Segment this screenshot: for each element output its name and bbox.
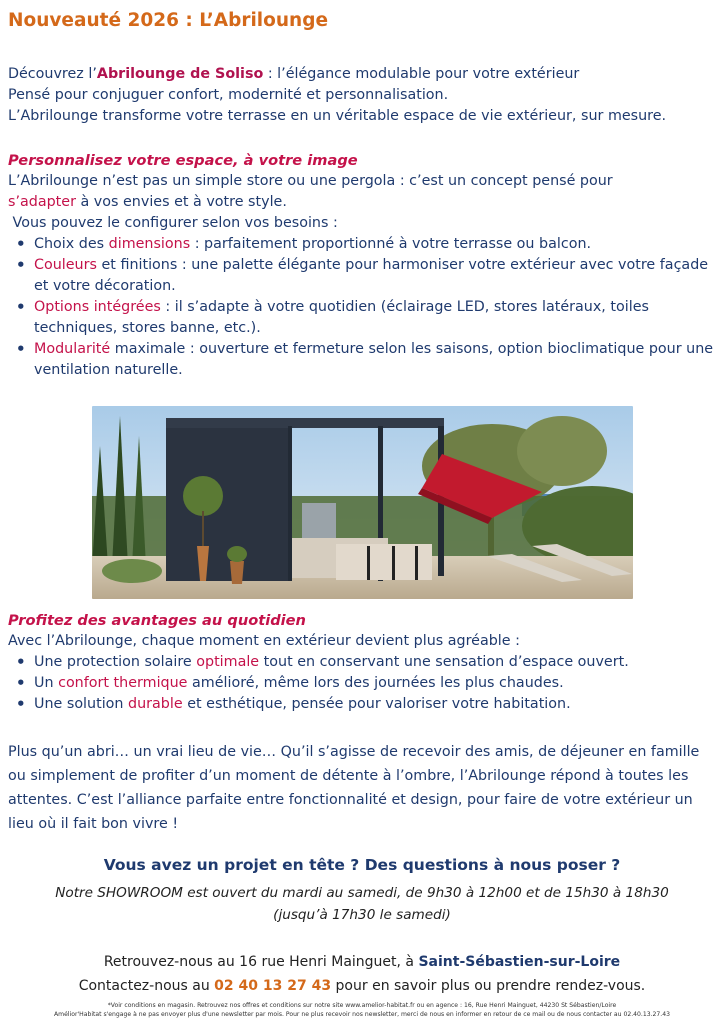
list-item: • Une solution durable et esthétique, pensée pour valoriser votre habitation. — [34, 694, 720, 715]
cta-heading: Vous avez un projet en tête ? Des questions à nous poser ? — [103, 856, 621, 874]
personalize-paragraph-3: Vous pouvez le configurer selon vos besoins : — [8, 215, 338, 231]
list-item: • Une protection solaire optimale tout en conservant une sensation d’espace ouvert. — [34, 652, 720, 673]
phone-link[interactable]: 02 40 13 27 43 — [214, 978, 332, 994]
personalize-section — [8, 150, 720, 381]
intro-section — [8, 64, 720, 127]
product-name: Abrilounge de Soliso — [96, 66, 264, 82]
personalize-paragraph-2: s’adapter à vos envies et à votre style. — [8, 194, 287, 210]
personalize-paragraph-1: L’Abrilounge n’est pas un simple store ou une pergola : c’est un concept pensé pour — [8, 173, 613, 189]
advantages-heading: Profitez des avantages au quotidien — [8, 612, 306, 629]
footer-line-2: Amélior'Habitat s'engage à ne pas envoyer plus d'une newsletter par mois. Pour ne plus recevoir nos newsletter, merci de nous en informer en retour de ce mail ou de nous contacter au 02.40.13.27.43 — [53, 1011, 670, 1018]
contact-block — [0, 950, 724, 998]
closing-paragraph: Plus qu’un abri… un vrai lieu de vie… Qu’il s’agisse de recevoir des amis, de déjeuner en famille ou simplement de profiter d’un moment de détente à l’ombre, l’Abrilounge répond à toutes les attentes. C’est l’alliance parfaite entre fonctionnalité et design, pour faire de votre extérieur un lieu où il fait bon vivre ! — [8, 744, 700, 832]
pergola-illustration — [92, 406, 633, 599]
footer-line-1: *Voir conditions en magasin. Retrouvez nos offres et conditions sur notre site www.amelior-habitat.fr ou en agence : 16, Rue Henri Mainguet, 44230 St Sébastien/Loire — [107, 1002, 617, 1009]
list-item: • Couleurs et finitions : une palette élégante pour harmoniser votre extérieur avec votre façade et votre décoration. — [34, 255, 720, 297]
list-item: • Modularité maximale : ouverture et fermeture selon les saisons, option bioclimatique pour une ventilation naturelle. — [34, 339, 720, 381]
personalize-list — [8, 234, 720, 381]
advantages-intro: Avec l’Abrilounge, chaque moment en extérieur devient plus agréable : — [8, 633, 520, 649]
advantages-list — [8, 652, 720, 715]
intro-line-1: Découvrez l’Abrilounge de Soliso : l’élégance modulable pour votre extérieur — [8, 66, 580, 82]
intro-line-3: L’Abrilounge transforme votre terrasse en un véritable espace de vie extérieur, sur mesure. — [8, 108, 667, 124]
footer-legal — [0, 1001, 724, 1019]
list-item: • Options intégrées : il s’adapte à votre quotidien (éclairage LED, stores latéraux, toiles techniques, stores banne, etc.). — [34, 297, 720, 339]
advantages-section — [8, 610, 720, 715]
showroom-hours — [0, 882, 724, 926]
list-item: • Un confort thermique amélioré, même lors des journées les plus chaudes. — [34, 673, 720, 694]
phone-line: Contactez-nous au 02 40 13 27 43 pour en savoir plus ou prendre rendez-vous. — [78, 978, 646, 994]
abrilounge-photo — [92, 406, 633, 599]
page-title: Nouveauté 2026 : L’Abrilounge — [8, 10, 328, 31]
showroom-line-1: Notre SHOWROOM est ouvert du mardi au samedi, de 9h30 à 12h00 et de 15h30 à 18h30 — [55, 885, 669, 901]
city-link[interactable]: Saint-Sébastien-sur-Loire — [418, 954, 621, 970]
address-line: Retrouvez-nous au 16 rue Henri Mainguet, à Saint-Sébastien-sur-Loire — [103, 954, 621, 970]
showroom-line-2: (jusqu’à 17h30 le samedi) — [273, 907, 451, 923]
intro-line-2: Pensé pour conjuguer confort, modernité et personnalisation. — [8, 87, 449, 103]
personalize-heading: Personnalisez votre espace, à votre image — [8, 152, 358, 169]
list-item: • Choix des dimensions : parfaitement proportionné à votre terrasse ou balcon. — [34, 234, 720, 255]
